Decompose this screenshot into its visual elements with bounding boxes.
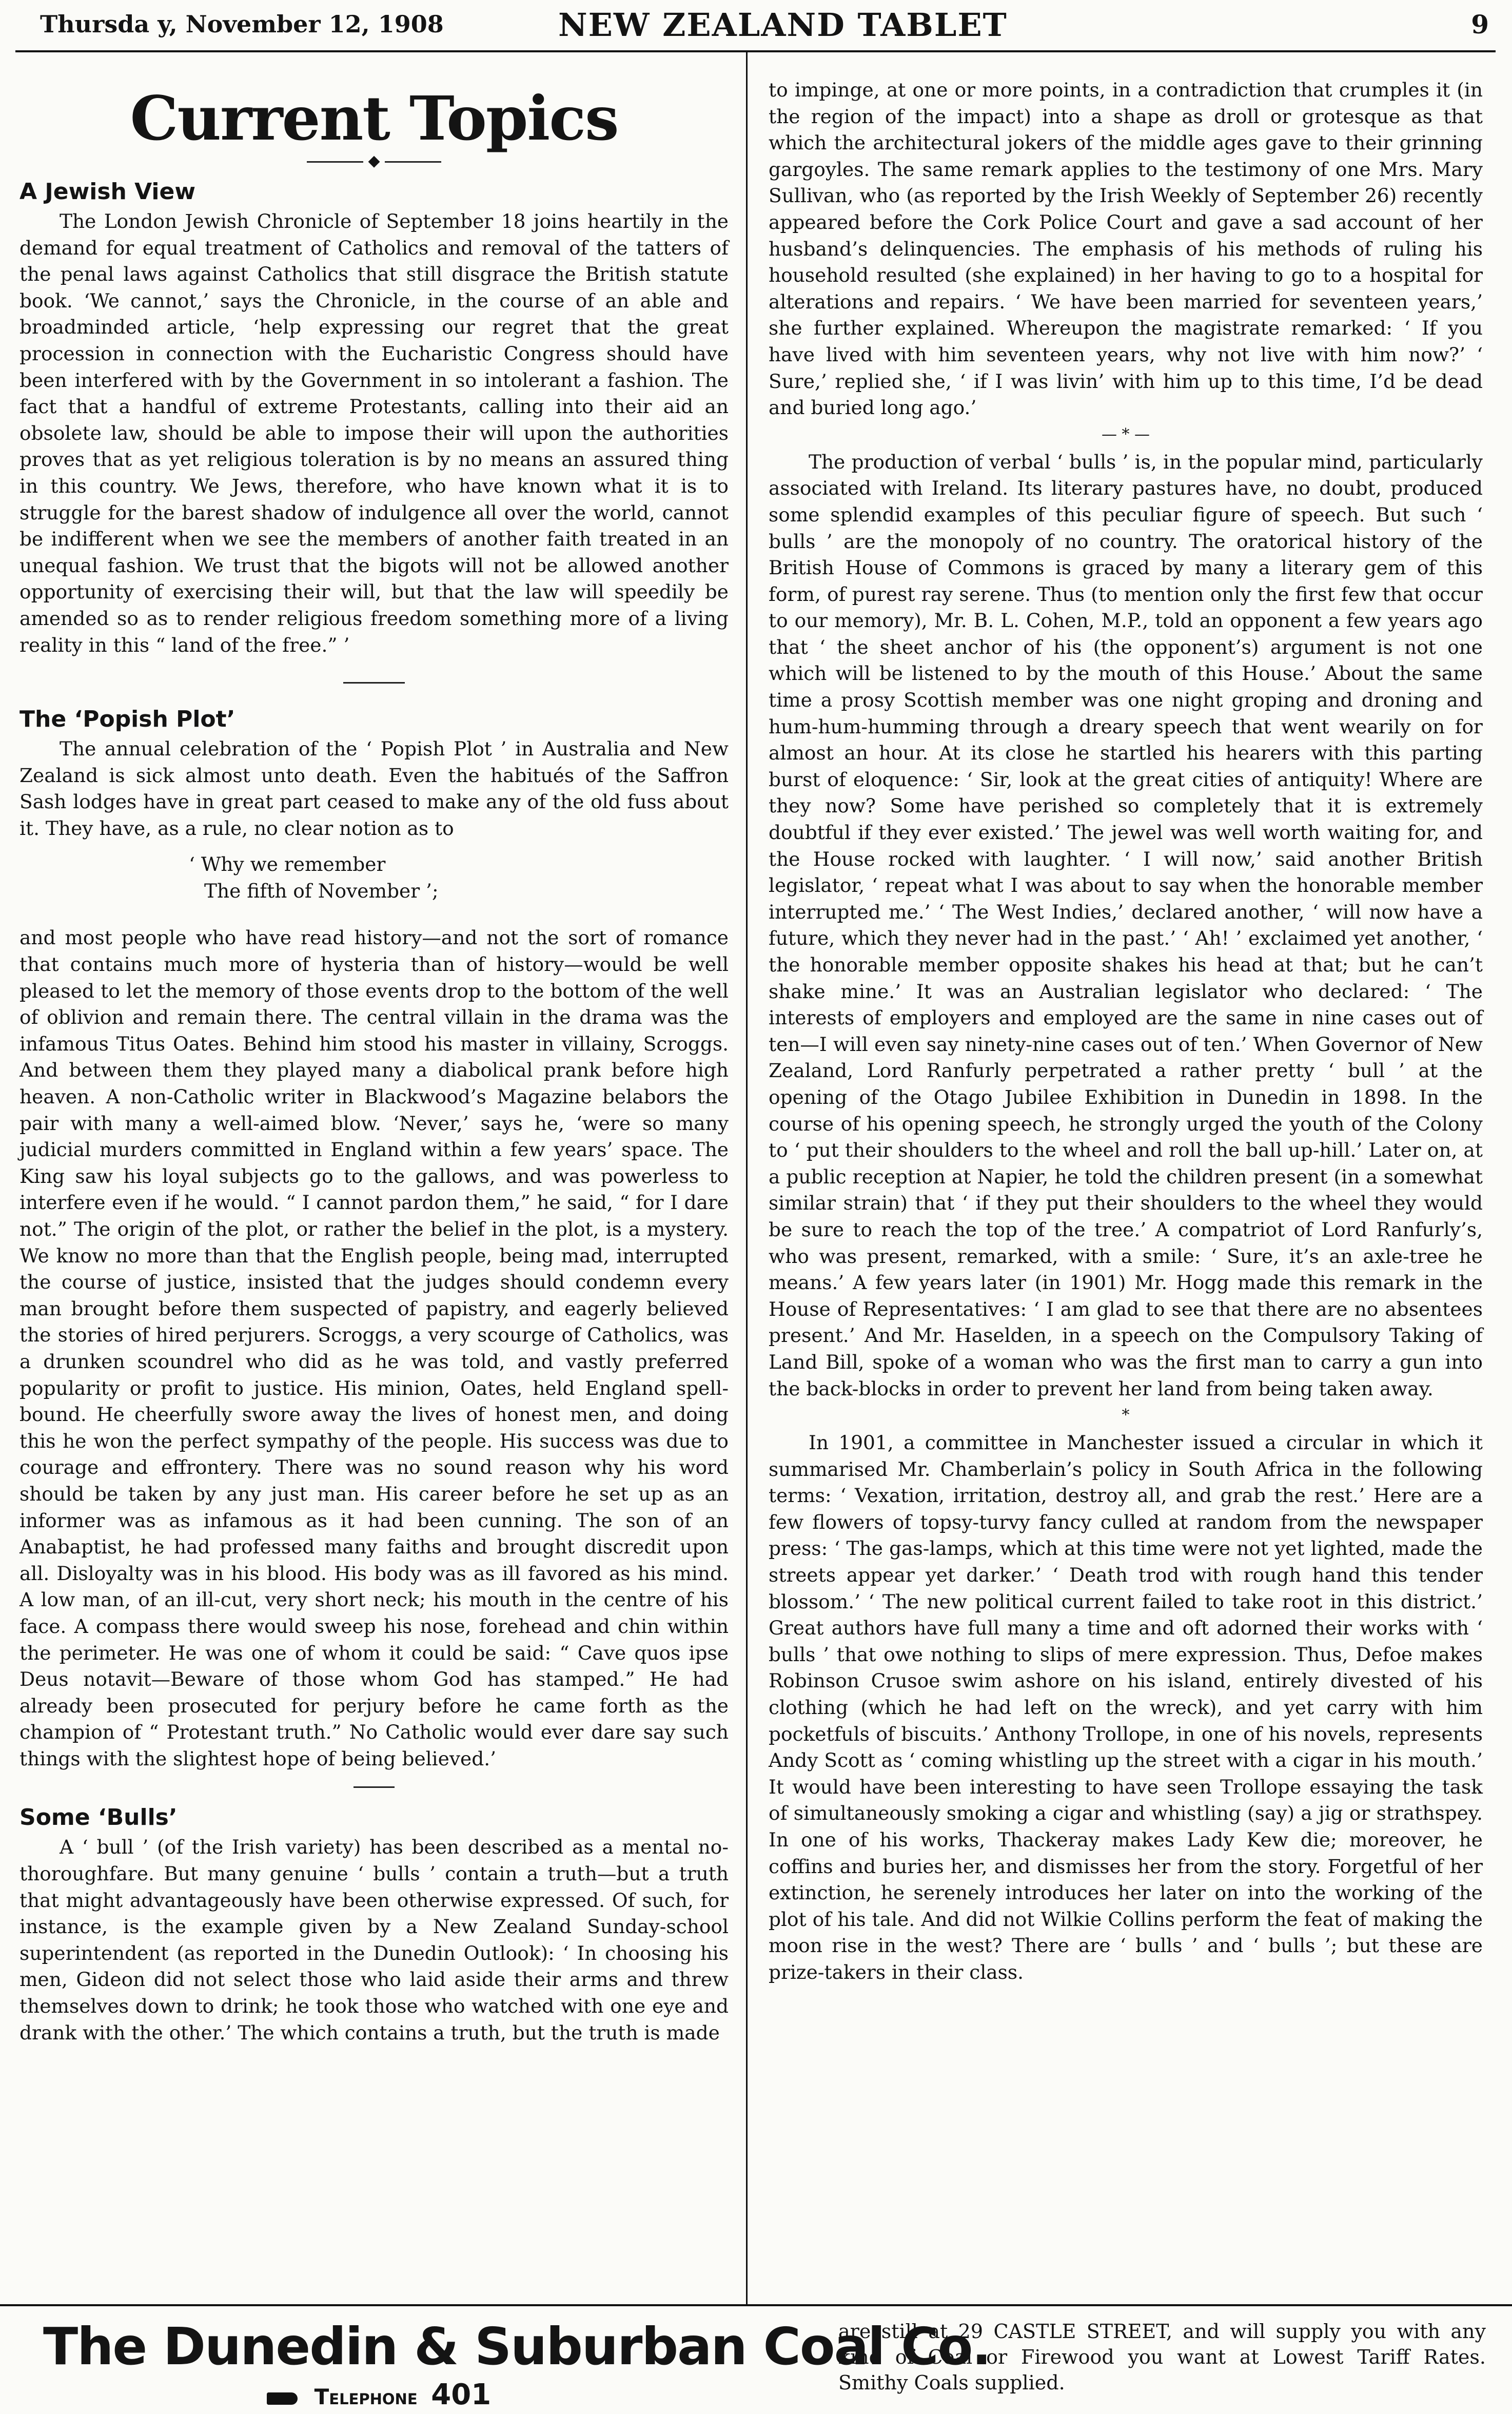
issue-date: Thursda y, November 12, 1908 bbox=[40, 10, 444, 38]
article-paragraph: The annual celebration of the ‘ Popish Plot ’ in Australia and New Zealand is sick almost unto death. Even the habitués of the Saffron Sash lodges have in great part ceased to make any of the old fuss about it. They have, as a rule, no clear notion as to bbox=[19, 737, 729, 840]
verse-quote bbox=[189, 851, 729, 904]
advertisement bbox=[0, 2304, 1512, 2414]
separator-mark: * bbox=[1122, 1406, 1130, 1425]
right-column bbox=[769, 77, 1483, 1986]
article-paragraph: In 1901, a committee in Manchester issued a circular in which it summarised Mr. Chamberlain’s policy in South Africa in the following terms: ‘ Vexation, irritation, destroy all, and grab the rest.’ Here are a few flowers of topsy-turvy fancy culled at random from the newspaper press: ‘ The gas-lamps, which at this time were not yet lighted, made the streets appear yet darker.’ ‘ Death trod with rough hand this tender blossom.’ ‘ The new political current failed to take root in this district.’ Great authors have full many a time and oft adorned their works with ‘ bulls ’ that owe nothing to slips of mere expression. Thus, Defoe makes Robinson Crusoe swim ashore on his island, entirely divested of his clothing (which he had left on the wreck), and yet carry with him pocketfuls of biscuits.’ Anthony Trollope, in one of his novels, represents Andy Scott as ‘ coming whistling up the street with a cigar in his mouth.’ It would have been interesting to have seen Trollope essaying the task of simultaneously smoking a cigar and whistling (say) a jig or strathspey. In one of his works, Thackeray makes Lady Kew die; moreover, he coffins and buries her, and dismisses her from the story. Forgetful of her extinction, he serenely introduces her later on into the working of the plot of his tale. And did not Wilkie Collins perform the feat of making the moon rise in the west? There are ‘ bulls ’ and ‘ bulls ’; but these are prize-takers in their class. bbox=[769, 1431, 1483, 1983]
advert-telephone bbox=[267, 2378, 491, 2411]
article-paragraph: The production of verbal ‘ bulls ’ is, in the popular mind, particularly associated with Ireland. Its literary pastures have, no doubt, produced some splendid examples of this peculiar figure of speech. But such ‘ bulls ’ are the monopoly of no country. The oratorical history of the British House of Commons is graced by many a literary gem of this form, of purest ray serene. Thus (to mention only the first few that occur to our memory), Mr. B. L. Cohen, M.P., told an opponent a few years ago that ‘ the sheet anchor of his (the opponent’s) argument is not one which will be listened to by the mouth of this House.’ About the same time a prosy Scottish member was one night groping and droning and hum-hum-humming through a dreary speech that went wearily on for almost an hour. At its close he startled his hearers with this parting burst of eloquence: ‘ Sir, look at the great cities of antiquity! Where are they now? Some have perished so completely that it is extremely doubtful if they ever existed.’ The jewel was well worth waiting for, and the House rocked with laughter. ‘ I will now,’ said another British legislator, ‘ repeat what I was about to say when the honorable member interrupted me.’ ‘ The West Indies,’ declared another, ‘ will now have a future, which they never had in the past.’ ‘ Ah! ’ exclaimed yet another, ‘ the honorable member opposite shakes his head at that; but he can’t shake mine.’ It was an Australian legislator who declared: ‘ The interests of employers and employed are the same in nine cases out of ten—I will even say ninety-nine cases out of ten.’ When Governor of New Zealand, Lord Ranfurly perpetrated a rather pretty ‘ bull ’ at the opening of the Otago Jubilee Exhibition in Dunedin in 1898. In the course of his opening speech, he strongly urged the youth of the Colony to ‘ put their shoulders to the wheel and roll the ball up-hill.’ Later on, at a public reception at Napier, he told the children present (in a somewhat similar strain) that ‘ if they put their shoulders to the wheel they would be sure to reach the top of the tree.’ A compatriot of Lord Ranfurly’s, who was present, remarked, with a smile: ‘ Sure, it’s an axle-tree he means.’ A few years later (in 1901) Mr. Hogg made this remark in the House of Representatives: ‘ I am glad to see that there are no absentees present.’ And Mr. Haselden, in a speech on the Compulsory Taking of Land Bill, spoke of a woman who was the first man to carry a gun into the back-blocks in order to prevent her land from being taken away. bbox=[769, 450, 1483, 1400]
column-divider bbox=[746, 52, 748, 2305]
separator-mark: — * — bbox=[1101, 425, 1150, 443]
article-paragraph: A ‘ bull ’ (of the Irish variety) has been described as a mental no-thoroughfare. But many genuine ‘ bulls ’ contain a truth—but a truth that might advantageously have been otherwise expressed. Of such, for instance, is the example given by a New Zealand Sunday-school superintendent (as reported in the Dunedin Outlook): ‘ In choosing his men, Gideon did not select those who laid aside their arms and threw themselves down to drink; he took those who watched with one eye and drank with the other.’ The which contains a truth, but the truth is made bbox=[19, 1836, 729, 2044]
page-title: Current Topics bbox=[130, 83, 618, 154]
advert-company-name: The Dunedin & Suburban Coal Co. bbox=[43, 2316, 991, 2377]
heading-popish-plot: The ‘Popish Plot’ bbox=[19, 706, 235, 733]
telephone-label: Telephone bbox=[314, 2384, 418, 2409]
article-paragraph: The London Jewish Chronicle of September 18 joins heartily in the demand for equal treatment of Catholics and removal of the tatters of the penal laws against Catholics that still disgrace the British statute book. ‘We cannot,’ says the Chronicle, in the course of an able and broadminded article, ‘help expressing our regret that the great procession in connection with the Eucharistic Congress should have been interfered with by the Government in so intolerant a fashion. The fact that a handful of extreme Protestants, calling into their aid an obsolete law, should be able to impose their will upon the authorities proves that as yet religious toleration is by no means an assured thing in this country. We Jews, therefore, who have known what it is to struggle for the barest shadow of indulgence all over the world, cannot be indifferent when we see the members of another faith treated in an unequal fashion. We trust that the bigots will not be allowed another opportunity of exercising their will, but that the law will speedily be amended so as to render religious freedom something more of a living reality in this “ land of the free.” ’ bbox=[19, 210, 729, 656]
left-column bbox=[19, 61, 729, 2046]
masthead-rule bbox=[15, 50, 1496, 52]
advert-text: are still at 29 CASTLE STREET, and will supply you with any kind of Coal or Firewood you want at Lowest Tariff Rates. Smithy Coals supplied. bbox=[838, 2320, 1486, 2394]
telephone-number: 401 bbox=[431, 2378, 492, 2411]
masthead bbox=[40, 5, 1489, 49]
heading-jewish-view: A Jewish View bbox=[19, 179, 195, 205]
verse-line: ‘ Why we remember bbox=[189, 853, 386, 876]
verse-line: The fifth of November ’; bbox=[204, 880, 439, 903]
pointing-hand-icon bbox=[267, 2392, 298, 2405]
heading-some-bulls: Some ‘Bulls’ bbox=[19, 1804, 178, 1831]
newspaper-name: NEW ZEALAND TABLET bbox=[558, 6, 1008, 44]
title-ornament: ◆ bbox=[19, 151, 729, 171]
article-paragraph: to impinge, at one or more points, in a contradiction that crumples it (in the region of the impact) into a shape as droll or grotesque as that which the architectural jokers of the middle ages gave to their grinning gargoyles. The same remark applies to the testimony of one Mrs. Mary Sullivan, who (as reported by the Irish Weekly of September 26) recently appeared before the Cork Police Court and gave a sad account of her husband’s delinquencies. The emphasis of his methods of ruling his household resulted (she explained) in her having to go to a hospital for alterations and repairs. ‘ We have been married for seventeen years,’ she further explained. Whereupon the magistrate remarked: ‘ If you have lived with him seventeen years, why not live with him now?’ ‘ Sure,’ replied she, ‘ if I was livin’ with him up to this time, I’d be dead and buried long ago.’ bbox=[769, 79, 1483, 419]
section-separator bbox=[343, 682, 405, 684]
article-paragraph: and most people who have read history—and not the sort of romance that contains much more of hysteria than of history—would be well pleased to let the memory of those events drop to the bottom of the well of oblivion and remain there. The central villain in the drama was the infamous Titus Oates. Behind him stood his master in villainy, Scroggs. And between them they played many a diabolical prank before high heaven. A non-Catholic writer in Blackwood’s Magazine belabors the pair with many a well-aimed blow. ‘Never,’ says he, ‘were so many judicial murders committed in England within a few years’ space. The King saw his loyal subjects go to the gallows, and was powerless to interfere even if he would. “ I cannot pardon them,” he said, “ for I dare not.” The origin of the plot, or rather the belief in the plot, is a mystery. We know no more than that the English people, being mad, interrupted the course of justice, insisted that the judges should condemn every man brought before them suspected of papistry, and eagerly believed the stories of hired perjurers. Scroggs, a very scourge of Catholics, was a drunken scoundrel who did as he was told, and vastly preferred popularity or profit to justice. His minion, Oates, held England spell-bound. He cheerfully swore away the lives of honest men, and doing this he won the perfect sympathy of the people. His success was due to courage and effrontery. There was no sound reason why his word should be taken by any just man. His career before he set up as an informer was as infamous as it had been cunning. The son of an Anabaptist, he had professed many faiths and brought discredit upon all. Disloyalty was in his blood. His body was as ill favored as his mind. A low man, of an ill-cut, very short neck; his mouth in the centre of his face. A compass there would sweep his nose, forehead and chin within the perimeter. He was one of whom it could be said: “ Cave quos ipse Deus notavit—Beware of those whom God has stamped.” He had already been prosecuted for perjury before he came forth as the champion of “ Protestant truth.” No Catholic would ever dare say such things with the slightest hope of being believed.’ bbox=[19, 926, 729, 1770]
section-separator bbox=[354, 1786, 395, 1788]
page-number: 9 bbox=[1471, 9, 1489, 40]
